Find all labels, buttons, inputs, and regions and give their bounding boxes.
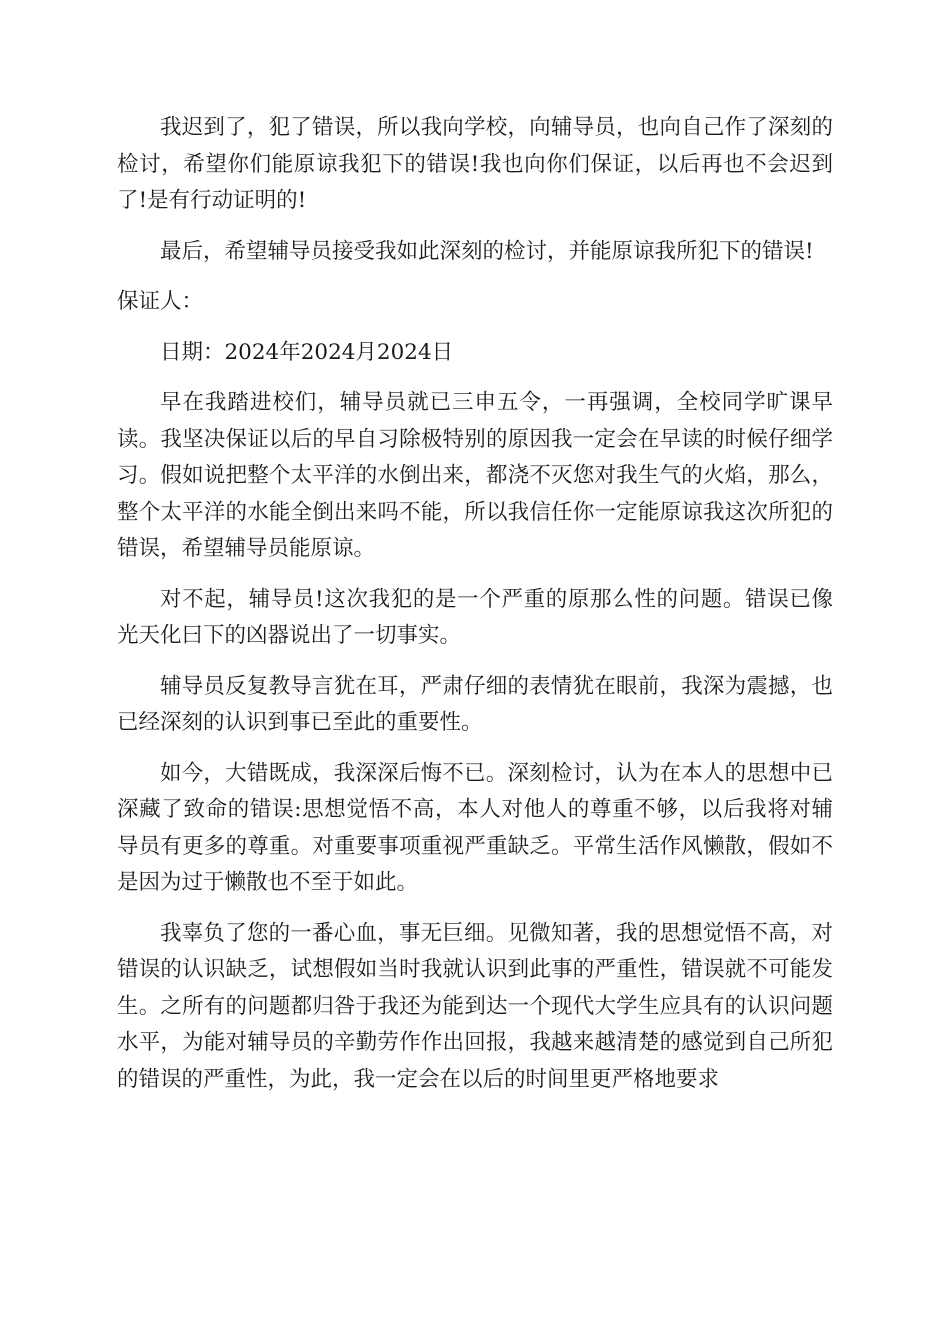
paragraph-body-1: 早在我踏进校们，辅导员就已三申五令，一再强调，全校同学旷课早读。我坚决保证以后的早自习除极特别的原因我一定会在早读的时候仔细学习。假如说把整个太平洋的水倒出来，都浇不灭您对我生气的火焰，那么，整个太平洋的水能全倒出来吗不能，所以我信任你一定能原谅我这次所犯的错误，希望辅导员能原谅。 [117,390,833,561]
paragraph-apology: 我迟到了，犯了错误，所以我向学校，向辅导员，也向自己作了深刻的检讨，希望你们能原谅我犯下的错误!我也向你们保证，以后再也不会迟到了!是有行动证明的! [117,115,833,213]
paragraph-closing-hope: 最后，希望辅导员接受我如此深刻的检讨，并能原谅我所犯下的错误! [160,238,814,264]
paragraph-body-4: 如今，大错既成，我深深后悔不已。深刻检讨，认为在本人的思想中已深藏了致命的错误:思想觉悟不高，本人对他人的尊重不够，以后我将对辅导员有更多的尊重。对重要事项重视严重缺乏。平常生活作风懒散，假如不是因为过于懒散也不至于如此。 [117,760,833,895]
paragraph-body-2: 对不起，辅导员!这次我犯的是一个严重的原那么性的问题。错误已像光天化曰下的凶器说出了一切事实。 [117,586,833,648]
paragraph-body-5: 我辜负了您的一番心血，事无巨细。见微知著，我的思想觉悟不高，对错误的认识缺乏，试想假如当时我就认识到此事的严重性，错误就不可能发生。之所有的问题都归咎于我还为能到达一个现代大学生应具有的认识问题水平，为能对辅导员的辛勤劳作作出回报，我越来越清楚的感觉到自己所犯的错误的严重性，为此，我一定会在以后的时间里更严格地要求 [117,920,833,1092]
guarantor-label: 保证人： [117,289,204,314]
document-page [117,110,833,1112]
date-line: 日期：2024年2024月2024日 [160,339,454,365]
paragraph-body-3: 辅导员反复教导言犹在耳，严肃仔细的表情犹在眼前，我深为震撼，也已经深刻的认识到事已至此的重要性。 [117,673,833,735]
